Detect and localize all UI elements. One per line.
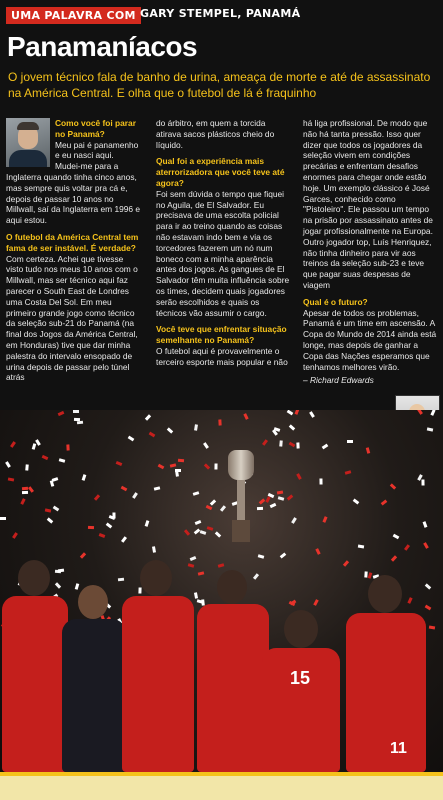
answer-4-continued: há liga profissional. De modo que não há tanta pressão. Isso quer dizer que todos os jogadores da seleção vivem em condições precárias e enfrentam desafios enormes para chegar onde estão hoje. Um exemplo clássico é José Garces, conhecido como "Pistoleiro". Ele passou um tempo na prisão por assassinato antes de jogar profissionalmente na Europa. Outro jogador top, Luís Henriquez, não tinha dinheiro para vir aos treinos da seleção sub-23 e teve que pagar suas despesas de viagem <box>303 118 433 290</box>
confetti-piece <box>393 534 400 540</box>
confetti-piece <box>47 517 54 523</box>
confetti-piece <box>5 461 11 468</box>
player-15 <box>258 610 344 772</box>
confetti-piece <box>59 458 66 463</box>
confetti-piece <box>353 498 360 504</box>
confetti-piece <box>215 531 221 537</box>
confetti-piece <box>178 459 184 463</box>
confetti-piece <box>423 542 429 549</box>
confetti-piece <box>218 563 225 568</box>
confetti-piece <box>12 532 18 539</box>
interviewee-name: GARY STEMPEL, PANAMÁ <box>140 7 301 20</box>
confetti-piece <box>347 440 353 443</box>
confetti-piece <box>417 410 423 415</box>
confetti-piece <box>74 418 80 421</box>
question-2: O futebol da América Central tem fama de ser instável. É verdade? <box>6 231 139 253</box>
confetti-piece <box>313 599 318 606</box>
byline: – Richard Edwards <box>303 375 374 386</box>
confetti-piece <box>200 530 207 535</box>
confetti-piece <box>345 470 352 474</box>
answer-2: Com certeza. Achei que tivesse visto tudo nos meus 10 anos com o Millwall, mas ser técnico aqui faz parecer o South East de Londres uma Costa Del Sol. Em meu primeiro grande jogo como técnico da seleção sub-21 do Panamá (na final dos Jogos da América Central, em Honduras) tive que dar minha palestra do intervalo ensopado de urina depois de passar pelo túnel atrás <box>6 253 138 383</box>
confetti-piece <box>8 477 14 481</box>
column-2 <box>156 118 291 371</box>
confetti-piece <box>421 479 424 485</box>
question-3: Qual foi a experiência mais aterrorizadora que você teve até agora? <box>156 156 285 188</box>
confetti-piece <box>287 410 294 415</box>
confetti-piece <box>66 444 69 450</box>
confetti-piece <box>343 560 349 566</box>
confetti-piece <box>289 424 295 430</box>
confetti-piece <box>82 474 87 481</box>
question-1: Como você foi parar no Panamá? <box>55 118 136 139</box>
confetti-piece <box>158 464 165 470</box>
confetti-piece <box>128 436 135 442</box>
confetti-piece <box>121 486 128 491</box>
page-footer <box>0 772 443 800</box>
confetti-piece <box>319 478 322 484</box>
question-5: Qual é o futuro? <box>303 296 368 307</box>
confetti-piece <box>259 498 266 504</box>
confetti-piece <box>175 469 181 472</box>
confetti-piece <box>204 463 210 469</box>
confetti-piece <box>20 498 25 505</box>
confetti-piece <box>28 486 34 493</box>
confetti-piece <box>145 414 151 420</box>
author-portrait <box>6 118 50 167</box>
confetti-piece <box>309 411 315 418</box>
confetti-piece <box>53 506 60 512</box>
confetti-piece <box>194 528 201 534</box>
player-11 <box>340 575 430 772</box>
confetti-piece <box>358 545 364 549</box>
confetti-piece <box>145 520 150 527</box>
confetti-piece <box>45 508 51 512</box>
article-title: Panamaníacos <box>7 31 198 62</box>
confetti-piece <box>210 499 216 505</box>
confetti-piece <box>184 529 190 536</box>
confetti-piece <box>278 496 285 501</box>
confetti-piece <box>170 463 177 467</box>
confetti-piece <box>94 494 100 500</box>
confetti-piece <box>167 427 173 433</box>
confetti-piece <box>193 491 200 496</box>
confetti-piece <box>10 441 16 448</box>
confetti-piece <box>366 447 370 454</box>
team-celebration-photo <box>0 410 443 772</box>
article-lede: O jovem técnico fala de banho de urina, ameaça de morte e até de assassinato na América Central. E olha que o futebol de lá é fraquinho <box>8 70 431 100</box>
jersey-number: 11 <box>390 740 407 757</box>
confetti-piece <box>258 554 265 559</box>
confetti-piece <box>295 410 300 415</box>
confetti-piece <box>77 421 83 425</box>
confetti-piece <box>277 491 283 495</box>
confetti-piece <box>116 461 123 466</box>
section-header <box>0 0 443 32</box>
confetti-piece <box>262 439 268 446</box>
confetti-piece <box>257 507 263 510</box>
confetti-piece <box>220 505 226 512</box>
confetti-piece <box>22 487 28 491</box>
confetti-piece <box>280 552 287 558</box>
player <box>118 560 198 772</box>
confetti-piece <box>73 410 79 413</box>
confetti-piece <box>152 546 156 552</box>
answer-1: Meu pai é panamenho e eu nasci aqui. Mudei-me para a Inglaterra quando tinha cinco anos, mas sempre quis voltar pra cá e, depois de passar 10 anos no Millwall, saí da Inglaterra em 1996 e aqui estou. <box>6 139 141 226</box>
confetti-piece <box>390 483 396 489</box>
confetti-piece <box>149 432 156 438</box>
column-3 <box>303 118 438 389</box>
answer-5: Apesar de todos os problemas, Panamá é um time em ascensão. A Copa do Mundo de 2014 ainda está longe, mas depois de ganhar a Copa das Nações esperamos que tenhamos melhores virão. <box>303 307 437 372</box>
confetti-piece <box>322 516 327 523</box>
confetti-piece <box>287 494 294 500</box>
confetti-piece <box>25 464 29 470</box>
confetti-piece <box>427 427 433 431</box>
answer-2-continued: do árbitro, em quem a torcida atirava sacos plásticos cheio do líquido. <box>156 118 275 150</box>
confetti-piece <box>404 544 410 551</box>
confetti-piece <box>214 463 217 469</box>
confetti-piece <box>0 517 6 520</box>
confetti-piece <box>132 492 138 499</box>
trophy-icon <box>228 450 254 550</box>
confetti-piece <box>99 533 106 538</box>
confetti-piece <box>42 455 49 460</box>
confetti-piece <box>32 443 37 450</box>
confetti-piece <box>322 444 329 450</box>
confetti-piece <box>203 442 209 449</box>
confetti-piece <box>195 520 202 525</box>
confetti-piece <box>279 440 283 446</box>
confetti-piece <box>88 526 94 529</box>
confetti-piece <box>207 526 214 531</box>
confetti-piece <box>80 552 86 558</box>
confetti-piece <box>315 548 320 555</box>
confetti-piece <box>270 503 277 508</box>
confetti-piece <box>430 410 435 416</box>
article-body <box>6 118 438 403</box>
confetti-piece <box>121 536 127 543</box>
confetti-piece <box>296 442 299 448</box>
confetti-piece <box>291 517 297 524</box>
jersey-number: 15 <box>290 668 311 688</box>
confetti-piece <box>194 424 198 430</box>
answer-3: Foi sem dúvida o tempo que fiquei no Aguila, de El Salvador. Eu precisava de uma escolta policial para ir ao treino quando as coisas não estavam indo bem e via os torcedores fazerem um nó num boneco com a minha aparência antes dos jogos. As gangues de El Salvador têm muita influência sobre os times, decidem quais jogadores serão escolhidos e quais os técnicos vão assumir o cargo. <box>156 188 290 318</box>
confetti-piece <box>106 522 113 528</box>
confetti-piece <box>296 473 302 480</box>
confetti-piece <box>22 491 28 494</box>
confetti-piece <box>289 442 296 448</box>
answer-4: O futebol aqui é provavelmente o terceiro esporte mais popular e não <box>156 345 288 367</box>
confetti-piece <box>154 486 161 490</box>
question-4: Você teve que enfrentar situação semelhante no Panamá? <box>156 324 287 346</box>
confetti-piece <box>265 496 270 503</box>
confetti-piece <box>58 411 65 416</box>
confetti-piece <box>243 413 248 420</box>
confetti-piece <box>381 499 388 505</box>
column-1 <box>6 118 141 386</box>
confetti-piece <box>391 555 397 561</box>
confetti-piece <box>52 477 59 482</box>
section-tag: UMA PALAVRA COM <box>6 7 141 24</box>
confetti-piece <box>423 521 428 528</box>
confetti-piece <box>218 419 221 425</box>
